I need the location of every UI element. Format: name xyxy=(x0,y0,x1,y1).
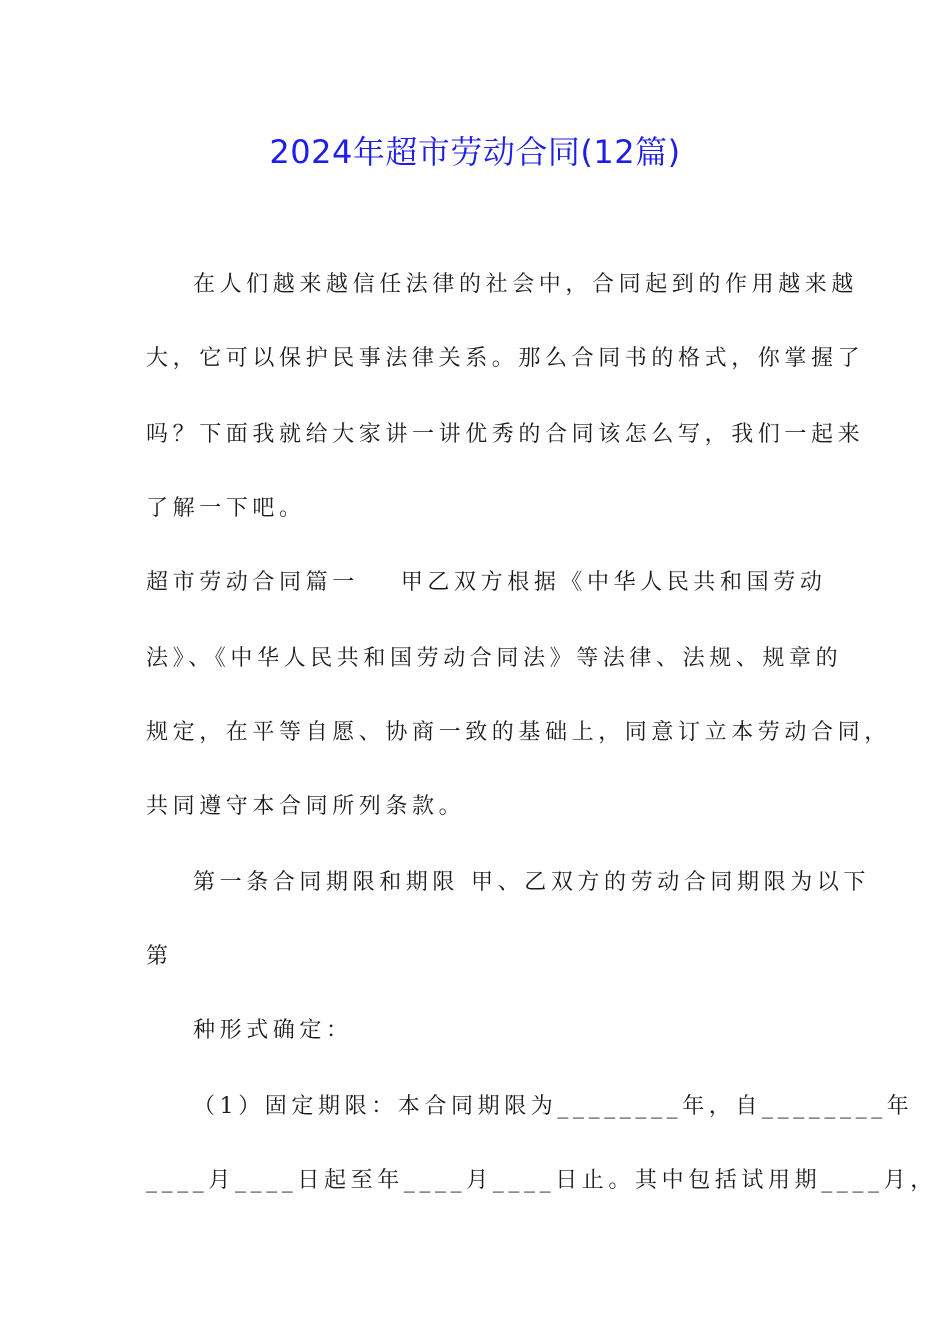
section1-first-line xyxy=(146,568,827,598)
article1-line-2: 第 xyxy=(146,944,173,969)
fixed-term-line-1: （1）固定期限：本合同期限为________年，自________年 xyxy=(193,1094,914,1119)
section1-line-2: 法》、《中华人民共和国劳动合同法》等法律、法规、规章的 xyxy=(146,646,843,671)
section1-line-3: 规定，在平等自愿、协商一致的基础上，同意订立本劳动合同， xyxy=(146,720,891,745)
section1-line-4: 共同遵守本合同所列条款。 xyxy=(146,794,466,819)
section1-heading: 超市劳动合同篇一 xyxy=(146,570,359,595)
intro-line-1: 在人们越来越信任法律的社会中，合同起到的作用越来越 xyxy=(193,272,859,297)
article1-first-line xyxy=(193,868,871,898)
document-title: 2024年超市劳动合同(12篇) xyxy=(269,133,681,171)
intro-line-4: 了解一下吧。 xyxy=(146,496,306,521)
section1-line-1-text: 甲乙双方根据《中华人民共和国劳动 xyxy=(400,570,827,595)
article1-heading: 第一条合同期限和期限 xyxy=(193,870,460,895)
intro-line-3: 吗？下面我就给大家讲一讲优秀的合同该怎么写，我们一起来 xyxy=(146,422,865,447)
article1-line-1-text: 甲、乙双方的劳动合同期限为以下 xyxy=(471,870,871,895)
article1-line-3: 种形式确定： xyxy=(193,1018,353,1043)
fixed-term-line-2: ____月____日起至年____月____日止。其中包括试用期____月， xyxy=(146,1168,937,1193)
intro-line-2: 大，它可以保护民事法律关系。那么合同书的格式，你掌握了 xyxy=(146,346,865,371)
